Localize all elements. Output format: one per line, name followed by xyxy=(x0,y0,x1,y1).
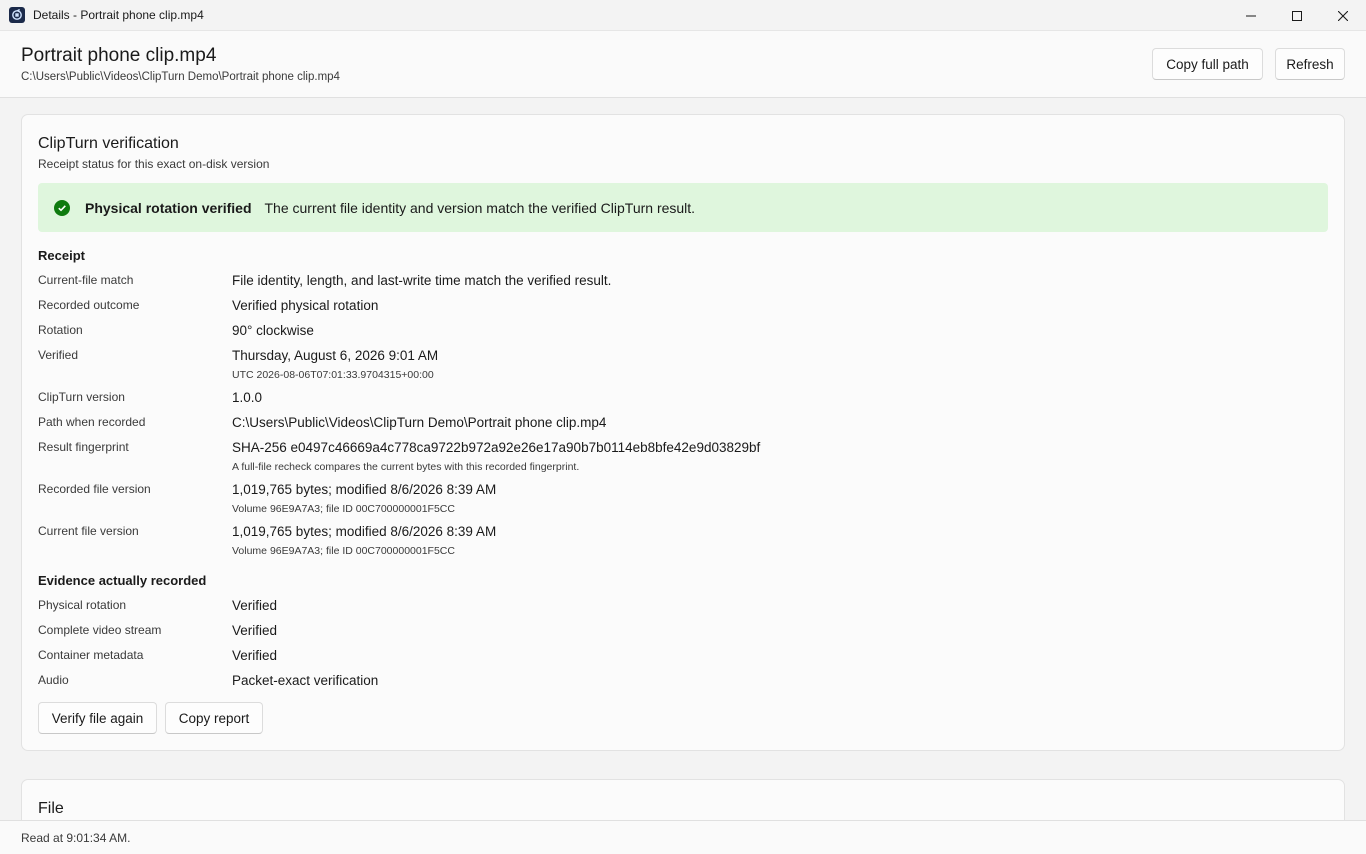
file-path: C:\Users\Public\Videos\ClipTurn Demo\Portrait phone clip.mp4 xyxy=(21,71,340,83)
evidence-label: Audio xyxy=(38,673,69,687)
verification-card xyxy=(21,114,1345,751)
verification-subtitle: Receipt status for this exact on-disk version xyxy=(38,157,270,171)
receipt-label: Path when recorded xyxy=(38,415,146,429)
evidence-value: Verified xyxy=(232,648,278,663)
receipt-heading: Receipt xyxy=(38,248,85,263)
minimize-icon xyxy=(1246,11,1256,21)
copy-full-path-button[interactable]: Copy full path xyxy=(1152,48,1263,80)
receipt-label: Current file version xyxy=(38,524,139,538)
close-button[interactable] xyxy=(1320,0,1366,31)
banner-title: Physical rotation verified xyxy=(85,199,252,216)
maximize-icon xyxy=(1292,11,1302,21)
evidence-label: Physical rotation xyxy=(38,598,127,612)
receipt-value: File identity, length, and last-write time match the verified result. xyxy=(232,273,612,288)
close-icon xyxy=(1338,11,1348,21)
title-bar xyxy=(0,0,1366,31)
file-section-title: File xyxy=(38,800,64,817)
banner-message: The current file identity and version match the verified ClipTurn result. xyxy=(264,199,696,216)
receipt-note: Volume 96E9A7A3; file ID 00C700000001F5CC xyxy=(232,545,455,557)
receipt-value: C:\Users\Public\Videos\ClipTurn Demo\Portrait phone clip.mp4 xyxy=(232,415,607,430)
evidence-label: Complete video stream xyxy=(38,623,162,637)
details-header xyxy=(0,31,1366,98)
receipt-value: Thursday, August 6, 2026 9:01 AM xyxy=(232,348,439,363)
window-title: Details - Portrait phone clip.mp4 xyxy=(33,8,204,22)
copy-report-button[interactable]: Copy report xyxy=(165,702,263,734)
verified-banner xyxy=(38,183,1328,232)
receipt-value: 1,019,765 bytes; modified 8/6/2026 8:39 AM xyxy=(232,482,497,497)
evidence-label: Container metadata xyxy=(38,648,144,662)
receipt-value: 1.0.0 xyxy=(232,390,263,405)
file-name-title: Portrait phone clip.mp4 xyxy=(21,45,217,66)
file-card xyxy=(21,779,1345,820)
receipt-label: Rotation xyxy=(38,323,83,337)
status-bar xyxy=(0,820,1366,854)
details-content[interactable] xyxy=(0,98,1366,820)
receipt-note: Volume 96E9A7A3; file ID 00C700000001F5CC xyxy=(232,503,455,515)
receipt-value: 90° clockwise xyxy=(232,323,314,338)
receipt-label: Verified xyxy=(38,348,79,362)
receipt-label: Recorded file version xyxy=(38,482,151,496)
receipt-value: Verified physical rotation xyxy=(232,298,379,313)
maximize-button[interactable] xyxy=(1274,0,1320,31)
receipt-note: UTC 2026-08-06T07:01:33.9704315+00:00 xyxy=(232,369,434,381)
receipt-label: Result fingerprint xyxy=(38,440,129,454)
receipt-label: Current-file match xyxy=(38,273,134,287)
status-text: Read at 9:01:34 AM. xyxy=(21,831,131,845)
checkmark-circle-icon xyxy=(54,200,70,216)
evidence-value: Verified xyxy=(232,623,278,638)
receipt-label: Recorded outcome xyxy=(38,298,140,312)
receipt-label: ClipTurn version xyxy=(38,390,125,404)
minimize-button[interactable] xyxy=(1228,0,1274,31)
evidence-heading: Evidence actually recorded xyxy=(38,573,207,588)
evidence-value: Verified xyxy=(232,598,278,613)
receipt-value: SHA-256 e0497c46669a4c778ca9722b972a92e26e17a90b7b0114eb8bfe42e9d03829bf xyxy=(232,440,761,455)
window-controls xyxy=(1228,0,1366,31)
refresh-button[interactable]: Refresh xyxy=(1275,48,1345,80)
receipt-note: A full-file recheck compares the current bytes with this recorded fingerprint. xyxy=(232,461,580,473)
verification-title: ClipTurn verification xyxy=(38,135,179,152)
verify-file-again-button[interactable]: Verify file again xyxy=(38,702,157,734)
evidence-value: Packet-exact verification xyxy=(232,673,379,688)
receipt-value: 1,019,765 bytes; modified 8/6/2026 8:39 AM xyxy=(232,524,497,539)
app-icon xyxy=(9,7,25,23)
